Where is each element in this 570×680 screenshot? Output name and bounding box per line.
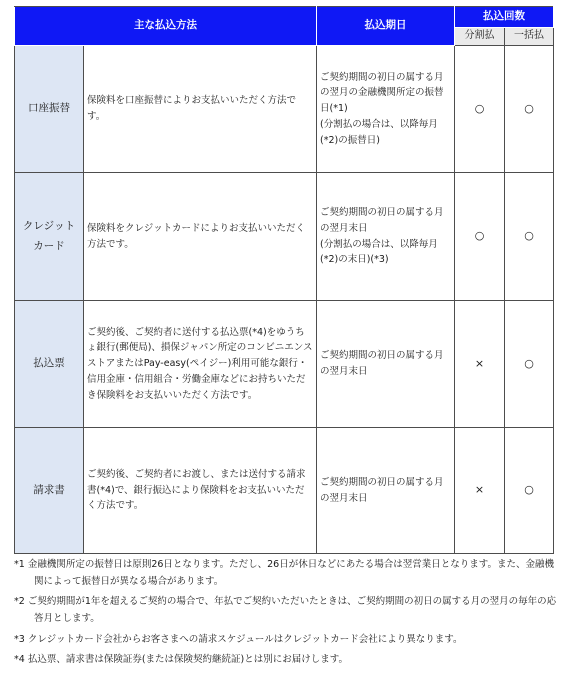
header-lump-sum: 一括払 bbox=[505, 28, 554, 46]
table-row bbox=[15, 428, 554, 554]
method-name: 請求書 bbox=[15, 428, 84, 554]
method-description: 保険料をクレジットカードによりお支払いいただく方法です。 bbox=[84, 173, 317, 301]
installment-mark: × bbox=[455, 428, 505, 554]
lump-sum-mark: ○ bbox=[505, 428, 554, 554]
installment-mark: ○ bbox=[455, 46, 505, 173]
lump-sum-mark: ○ bbox=[505, 173, 554, 301]
payment-methods-table bbox=[14, 6, 554, 554]
table-row bbox=[15, 301, 554, 428]
method-description: 保険料を口座振替によりお支払いいただく方法です。 bbox=[84, 46, 317, 173]
installment-mark: × bbox=[455, 301, 505, 428]
table-row bbox=[15, 173, 554, 301]
method-name: 口座振替 bbox=[15, 46, 84, 173]
footnote-1: *1 金融機関所定の振替日は原則26日となります。ただし、26日が休日などにあたる場合は翌営業日となります。また、金融機関によって振替日が異なる場合があります。 bbox=[14, 559, 554, 587]
due-date-text: ご契約期間の初日の属する月の翌月末日 (分割払の場合は、以降毎月(*2)の末日)(*3) bbox=[317, 173, 455, 301]
header-due-date: 払込期日 bbox=[317, 7, 455, 46]
method-name: クレジット カード bbox=[15, 173, 84, 301]
table-header-row bbox=[15, 7, 554, 28]
due-date-text: ご契約期間の初日の属する月の翌月の金融機関所定の振替日(*1) (分割払の場合は、以降毎月(*2)の振替日) bbox=[317, 46, 455, 173]
header-method: 主な払込方法 bbox=[15, 7, 317, 46]
table-row bbox=[15, 46, 554, 173]
lump-sum-mark: ○ bbox=[505, 301, 554, 428]
header-payment-count: 払込回数 bbox=[455, 7, 554, 28]
method-description: ご契約後、ご契約者に送付する払込票(*4)をゆうちょ銀行(郵便局)、損保ジャパン所定のコンビニエンスストアまたはPay-easy(ペイジー)利用可能な銀行・信用金庫・信用組合・労働金庫などにお持ちいただき保険料をお支払いいただく方法です。 bbox=[84, 301, 317, 428]
installment-mark: ○ bbox=[455, 173, 505, 301]
footnote-3: *3 クレジットカード会社からお客さまへの請求スケジュールはクレジットカード会社により異なります。 bbox=[14, 633, 463, 645]
method-description: ご契約後、ご契約者にお渡し、または送付する請求書(*4)で、銀行振込により保険料をお支払いいただく方法です。 bbox=[84, 428, 317, 554]
payment-methods-section bbox=[14, 6, 554, 554]
lump-sum-mark: ○ bbox=[505, 46, 554, 173]
footnotes bbox=[14, 557, 559, 673]
header-installment: 分割払 bbox=[455, 28, 505, 46]
due-date-text: ご契約期間の初日の属する月の翌月末日 bbox=[317, 301, 455, 428]
footnote-2: *2 ご契約期間が1年を超えるご契約の場合で、年払でご契約いただいたときは、ご契約期間の初日の属する月の翌月の毎年の応答月とします。 bbox=[14, 596, 557, 624]
method-name: 払込票 bbox=[15, 301, 84, 428]
footnote-4: *4 払込票、請求書は保険証券(または保険契約継続証)とは別にお届けします。 bbox=[14, 654, 348, 666]
due-date-text: ご契約期間の初日の属する月の翌月末日 bbox=[317, 428, 455, 554]
